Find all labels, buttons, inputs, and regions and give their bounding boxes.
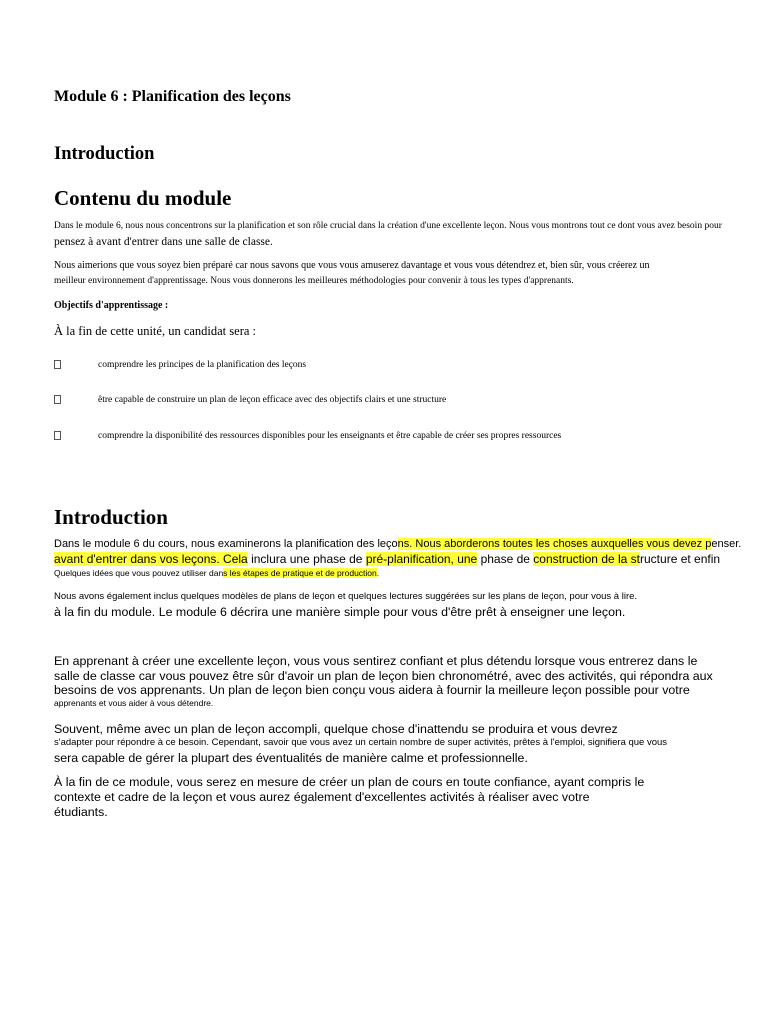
text-run: phase de (477, 552, 534, 566)
objectifs-intro: À la fin de cette unité, un candidat sera : (54, 324, 257, 338)
objectif-item: comprendre la disponibilité des ressources disponibles pour les enseignants et être capable de créer ses propres ressources (98, 431, 562, 441)
intro-p2-line4: apprenants et vous aider à vous détendre. (54, 698, 214, 708)
intro-line-1 (54, 537, 741, 552)
highlighted-text: ns. Nous aborderons toutes les choses auxquelles vous devez p (397, 538, 712, 550)
bullet-box-icon (54, 360, 61, 369)
intro-p4-line2: contexte et cadre de la leçon et vous aurez également d'excellentes activités à réaliser avec votre (54, 790, 590, 804)
intro-line-2 (54, 552, 720, 567)
contenu-p1-line2: pensez à avant d'entrer dans une salle de classe. (54, 236, 273, 248)
intro-p2-line1: En apprenant à créer une excellente leçon, vous vous sentirez confiant et plus détendu lorsque vous entrerez dans le (54, 654, 698, 668)
objectif-item: comprendre les principes de la planification des leçons (98, 360, 307, 370)
text-run: Quelques idées que vous pouvez utiliser dan (54, 568, 224, 578)
intro-p2-line3: besoins de vos apprenants. Un plan de leçon bien conçu vous aidera à fournir la meilleure leçon possible pour votre (54, 683, 690, 697)
contenu-p2-line1: Nous aimerions que vous soyez bien préparé car nous savons que vous vous amuserez davantage et vous vous détendrez et, bien sûr, vous créerez un (54, 260, 650, 271)
intro-heading-1: Introduction (54, 144, 155, 164)
contenu-heading: Contenu du module (54, 186, 232, 210)
highlighted-text: pré-planification, une (365, 552, 478, 566)
intro-heading-2: Introduction (54, 505, 168, 529)
highlighted-text: s les étapes de pratique et de production (223, 568, 377, 578)
text-run: inclura une phase de (247, 552, 366, 566)
text-run: enser. (711, 538, 742, 550)
objectifs-label: Objectifs d'apprentissage : (54, 300, 169, 311)
highlighted-text: construction de la st (533, 552, 641, 566)
intro-p3-line2: s'adapter pour répondre à ce besoin. Cependant, savoir que vous avez un certain nombre de super activités, prêtes à l'emploi, signifiera que vous (54, 737, 668, 748)
text-run: . (376, 568, 380, 578)
intro-p3-line3: sera capable de gérer la plupart des éventualités de manière calme et professionnelle. (54, 751, 528, 765)
text-run: Dans le module 6 du cours, nous examinerons la planification des leço (54, 538, 398, 550)
bullet-box-icon (54, 431, 61, 440)
contenu-p1-line1: Dans le module 6, nous nous concentrons sur la planification et son rôle crucial dans la création d'une excellente leçon. Nous vous montrons tout ce dont vous avez besoin pour (54, 221, 722, 231)
intro-p3-line1: Souvent, même avec un plan de leçon accompli, quelque chose d'inattendu se produira et vous devrez (54, 722, 618, 736)
intro-line-3 (54, 568, 379, 579)
intro-p4-line1: À la fin de ce module, vous serez en mesure de créer un plan de cours en toute confiance, ayant compris le (54, 775, 645, 789)
intro-line-5: à la fin du module. Le module 6 décrira une manière simple pour vous d'être prêt à enseigner une leçon. (54, 605, 626, 619)
intro-line-4: Nous avons également inclus quelques modèles de plans de leçon et quelques lectures suggérées sur les plans de leçon, pour vous à lire. (54, 591, 638, 602)
contenu-p2-line2: meilleur environnement d'apprentissage. Nous vous donnerons les meilleures méthodologies pour convenir à tous les types d'apprenants. (54, 276, 574, 286)
module-title: Module 6 : Planification des leçons (54, 88, 291, 105)
objectif-item: être capable de construire un plan de leçon efficace avec des objectifs clairs et une structure (98, 395, 447, 405)
intro-p2-line2: salle de classe car vous pouvez être sûr d'avoir un plan de leçon bien chronométré, avec des activités, qui répondra aux (54, 669, 713, 683)
bullet-box-icon (54, 395, 61, 404)
intro-p4-line3: étudiants. (54, 805, 108, 819)
text-run: ructure et enfin (640, 552, 721, 566)
highlighted-text: avant d'entrer dans vos leçons. Cela (54, 552, 248, 566)
